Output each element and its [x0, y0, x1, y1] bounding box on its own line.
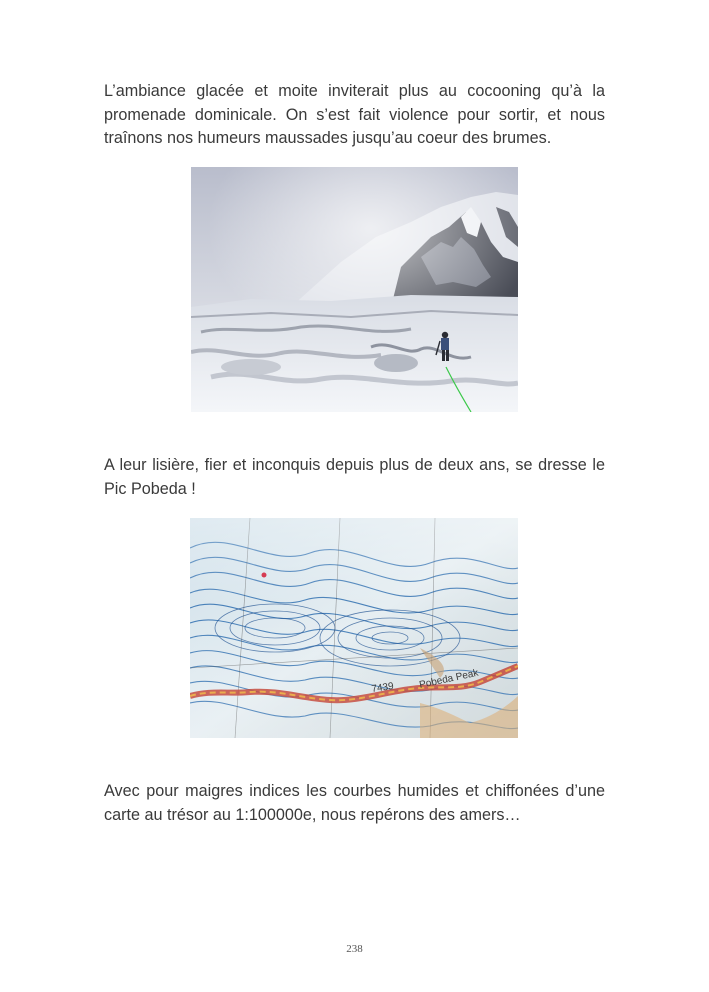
- paragraph-pobeda: A leur lisière, fier et inconquis depuis plus de deux ans, se dresse le Pic Pobeda !: [104, 456, 605, 498]
- page-number: 238: [346, 943, 363, 955]
- topographic-map-photo: [190, 518, 518, 738]
- glacier-photo: [191, 167, 518, 412]
- paragraph-map: Avec pour maigres indices les courbes humides et chiffonées d’une carte au trésor au 1:100000e, nous repérons des amers…: [104, 782, 605, 824]
- paragraph-intro: L’ambiance glacée et moite inviterait plus au cocooning qu’à la promenade dominicale. On s’est fait violence pour sortir, et nous traînons nos humeurs maussades jusqu’au coeur des brumes.: [104, 82, 605, 147]
